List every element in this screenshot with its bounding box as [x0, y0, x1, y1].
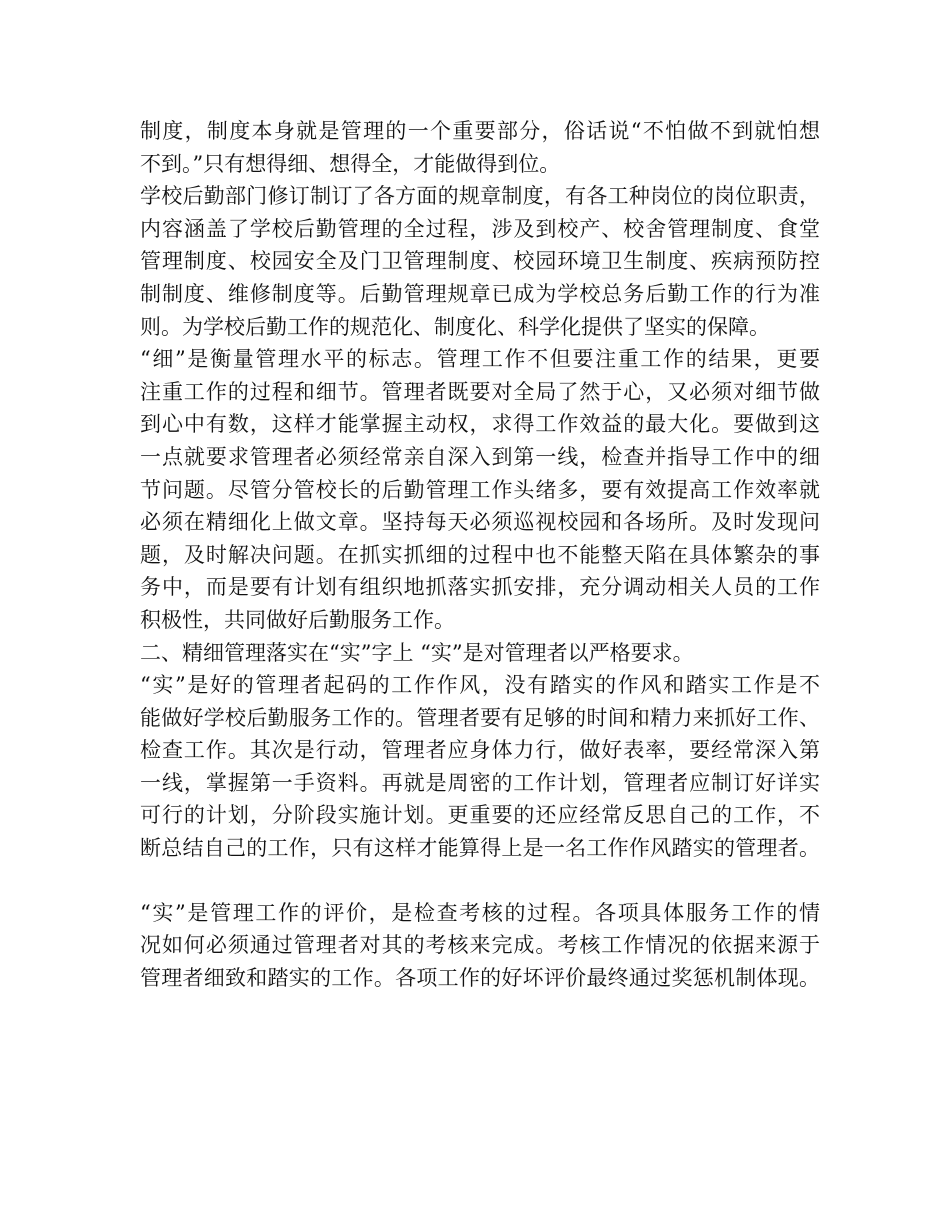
document-page — [140, 115, 820, 994]
text-line: 二、精细管理落实在“实”字上 “实”是对管理者以严格要求。 — [140, 640, 694, 665]
text-line: “实”是管理工作的评价，是检查考核的过程。各项具体服务工作的情 — [140, 900, 820, 925]
text-line: 管理者细致和踏实的工作。各项工作的好坏评价最终通过奖惩机制体现。 — [140, 965, 820, 990]
text-line: 题，及时解决问题。在抓实抓细的过程中也不能整天陷在具体繁杂的事 — [140, 542, 820, 567]
text-line: 积极性，共同做好后勤服务工作。 — [140, 607, 455, 632]
paragraph-4 — [140, 669, 820, 865]
text-line: 不到。”只有想得细、想得全，才能做得到位。 — [140, 151, 561, 176]
text-line: 到心中有数，这样才能掌握主动权，求得工作效益的最大化。要做到这 — [140, 412, 820, 437]
text-line: 内容涵盖了学校后勤管理的全过程，涉及到校产、校舍管理制度、食堂 — [140, 216, 820, 241]
text-line: 务中，而是要有计划有组织地抓落实抓安排，充分调动相关人员的工作 — [140, 575, 820, 600]
text-line: 管理制度、校园安全及门卫管理制度、校园环境卫生制度、疾病预防控 — [140, 249, 820, 274]
text-line: “实”是好的管理者起码的工作作风，没有踏实的作风和踏实工作是不 — [140, 673, 820, 698]
text-line: 况如何必须通过管理者对其的考核来完成。考核工作情况的依据来源于 — [140, 933, 820, 958]
text-line: 必须在精细化上做文章。坚持每天必须巡视校园和各场所。及时发现问 — [140, 510, 820, 535]
text-line: 则。为学校后勤工作的规范化、制度化、科学化提供了坚实的保障。 — [140, 314, 770, 339]
text-line: 断总结自己的工作，只有这样才能算得上是一名工作作风踏实的管理者。 — [140, 836, 820, 861]
text-line: 可行的计划，分阶段实施计划。更重要的还应经常反思自己的工作，不 — [140, 803, 820, 828]
paragraph-3 — [140, 343, 820, 636]
paragraph-5 — [140, 897, 820, 995]
text-line: 能做好学校后勤服务工作的。管理者要有足够的时间和精力来抓好工作、 — [140, 705, 820, 730]
text-line: 制度，制度本身就是管理的一个重要部分，俗话说“不怕做不到就怕想 — [140, 119, 820, 143]
text-line: 学校后勤部门修订制订了各方面的规章制度，有各工种岗位的岗位职责， — [140, 184, 820, 209]
text-line: 一点就要求管理者必须经常亲自深入到第一线，检查并指导工作中的细 — [140, 444, 820, 469]
text-line: 注重工作的过程和细节。管理者既要对全局了然于心，又必须对细节做 — [140, 379, 820, 404]
paragraph-1 — [140, 115, 820, 180]
text-line: 制制度、维修制度等。后勤管理规章已成为学校总务后勤工作的行为准 — [140, 281, 820, 306]
section-heading — [140, 637, 820, 670]
text-line: 一线，掌握第一手资料。再就是周密的工作计划，管理者应制订好详实 — [140, 770, 820, 795]
text-line: “细”是衡量管理水平的标志。管理工作不但要注重工作的结果，更要 — [140, 347, 820, 372]
text-line: 节问题。尽管分管校长的后勤管理工作头绪多，要有效提高工作效率就 — [140, 477, 820, 502]
text-line: 检查工作。其次是行动，管理者应身体力行，做好表率，要经常深入第 — [140, 738, 820, 763]
paragraph-2 — [140, 180, 820, 343]
